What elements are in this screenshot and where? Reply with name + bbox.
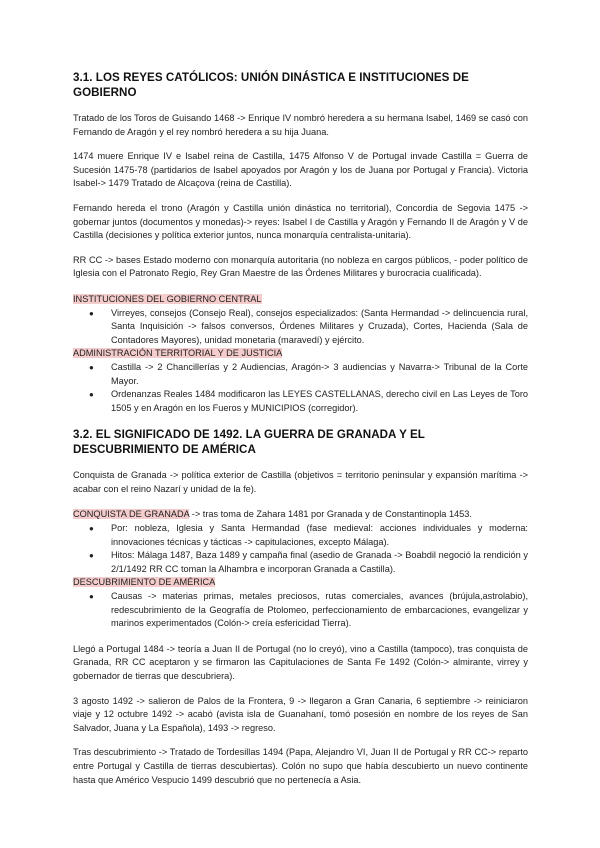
paragraph-conquista-granada: Conquista de Granada -> política exterior de Castilla (objetivos = territorio peninsular y expansión marítima -> acabar con el reino Nazarí y unidad de la fe). — [73, 470, 528, 494]
list-item: ● Por: nobleza, Iglesia y Santa Hermandad (fase medieval: acciones individuales y moderna: innovaciones técnicas y tácticas -> capitulaciones, excepto Málaga). — [89, 522, 528, 549]
paragraph-viaje: 3 agosto 1492 -> salieron de Palos de la Frontera, 9 -> llegaron a Gran Canaria, 6 septiembre -> reiniciaron viaje y 12 octubre 1492 -> acabó (avista isla de Guanahaní, tomó posesión en nombre de los reyes de San Salvador, Juana y La Española), 1493 -> regreso. — [73, 695, 528, 733]
document-page — [73, 70, 528, 798]
paragraph-toros-guisando: Tratado de los Toros de Guisando 1468 -> Enrique IV nombró heredera a su hermana Isabel, 1469 se casó con Fernando de Aragón y el rey nombró heredera a su hija Juana. — [73, 113, 528, 137]
section-2-heading: 3.2. EL SIGNIFICADO DE 1492. LA GUERRA DE GRANADA Y EL DESCUBRIMIENTO DE AMÉRICA — [73, 428, 425, 457]
instituciones-heading-text: INSTITUCIONES DEL GOBIERNO CENTRAL — [73, 293, 262, 304]
instituciones-list — [73, 307, 528, 348]
administracion-heading — [73, 347, 528, 361]
conquista-list — [73, 522, 528, 576]
conquista-heading-text: CONQUISTA DE GRANADA — [73, 509, 190, 520]
paragraph-concordia-segovia: Fernando hereda el trono (Aragón y Castilla unión dinástica no territorial), Concordia de Segovia 1475 -> gobernar juntos (documentos y monedas)-> reyes: Isabel I de Castilla y Aragón y Fernando II de Aragón y V de Castilla (decisiones y política exterior juntos, nunca monarquía centralista-unitaria). — [73, 202, 528, 241]
paragraph-tordesillas: Tras descubrimiento -> Tratado de Tordesillas 1494 (Papa, Alejandro VI, Juan II de Portugal y RR CC-> reparto entre Portugal y Castilla de tierras descubiertas). Colón no supo que había descubierto un nuevo continente hasta que Américo Vespucio 1499 descubrió que no pertenecía a Asia. — [73, 747, 528, 785]
paragraph-guerra-sucesion: 1474 muere Enrique IV e Isabel reina de Castilla, 1475 Alfonso V de Portugal invade Castilla = Guerra de Sucesión 1475-78 (partidarios de Isabel apoyados por Aragón y los de Juana por Portugal y Francia). Victoria Isabel-> 1479 Tratado de Alcaçova (reina de Castilla). — [73, 151, 528, 189]
paragraph-capitulaciones: Llegó a Portugal 1484 -> teoría a Juan II de Portugal (no lo creyó), vino a Castilla (tampoco), tras conquista de Granada, RR CC aceptaron y se firmaron las Capitulaciones de Santa Fe 1492 (Colón-> almirante, virrey y gobernador de tierras que descubriera). — [73, 643, 528, 681]
list-item: ● Causas -> materias primas, metales preciosos, rutas comerciales, avances (brújula,astrolabio), redescubrimiento de la Geografía de Ptolomeo, perfeccionamiento de embarcaciones, evangelizar y marinos experimentados (Colón-> creía esfericidad Tierra). — [89, 590, 528, 631]
administracion-list — [73, 361, 528, 415]
paragraph-estado-moderno: RR CC -> bases Estado moderno con monarquía autoritaria (no nobleza en cargos públicos, - poder político de Iglesia con el Patronato Regio, Rey Gran Maestre de las Órdenes Militares y burocracia cualificada). — [73, 254, 528, 279]
conquista-heading — [73, 508, 528, 522]
descubrimiento-list — [73, 590, 528, 631]
instituciones-heading — [73, 293, 528, 307]
section-1-heading: 3.1. LOS REYES CATÓLICOS: UNIÓN DINÁSTICA E INSTITUCIONES DE GOBIERNO — [73, 71, 469, 99]
list-item: ● Virreyes, consejos (Consejo Real), consejos especializados: (Santa Hermandad -> delincuencia rural, Santa Inquisición -> falsos conversos, Órdenes Militares y Cruzada), Cortes, Hacienda (Sala de Contadores Mayores), unidad monetaria (maravedí) y ejército. — [89, 307, 528, 348]
descubrimiento-heading — [73, 576, 528, 590]
list-item: ● Castilla -> 2 Chancillerías y 2 Audiencias, Aragón-> 3 audiencias y Navarra-> Tribunal de la Corte Mayor. — [89, 361, 528, 388]
conquista-heading-rest: -> tras toma de Zahara 1481 por Granada y de Constantinopla 1453. — [189, 509, 472, 520]
list-item: ● Hitos: Málaga 1487, Baza 1489 y campaña final (asedio de Granada -> Boabdil negoció la rendición y 2/1/1492 RR CC toman la Alhambra e incorporan Granada a Castilla). — [89, 549, 528, 576]
administracion-heading-text: ADMINISTRACIÓN TERRITORIAL Y DE JUSTICIA — [73, 348, 283, 359]
list-item: ● Ordenanzas Reales 1484 modificaron las LEYES CASTELLANAS, derecho civil en Las Leyes de Toro 1505 y en Aragón en los Fueros y MUNICIPIOS (corregidor). — [89, 388, 528, 415]
descubrimiento-heading-text: DESCUBRIMIENTO DE AMÉRICA — [73, 577, 216, 588]
